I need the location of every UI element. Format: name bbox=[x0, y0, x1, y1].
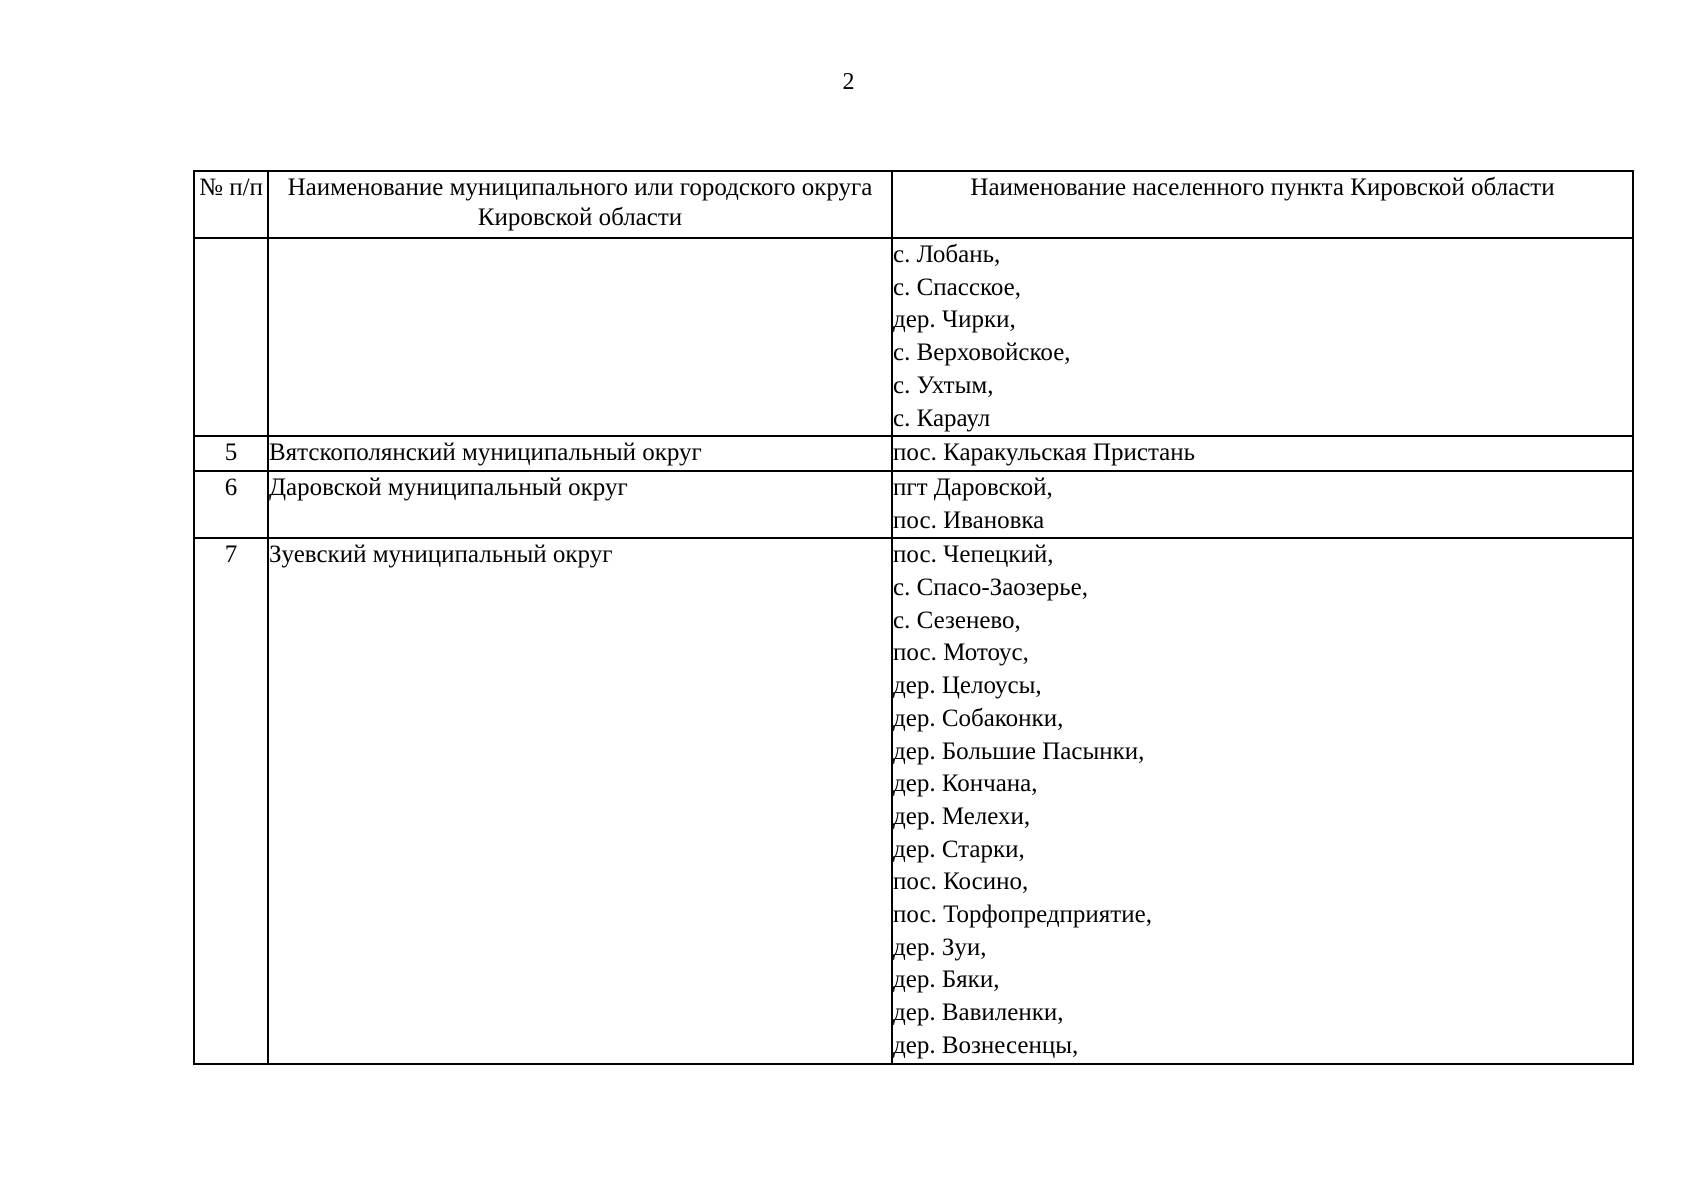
row-settlements bbox=[892, 436, 1633, 471]
settlement-item: дер. Кончана, bbox=[893, 770, 1038, 798]
row-settlements bbox=[892, 471, 1633, 538]
settlement-item: пгт Даровской, bbox=[893, 473, 1053, 501]
settlement-item: дер. Чирки, bbox=[893, 306, 1016, 334]
settlement-item: с. Спасское, bbox=[893, 273, 1021, 301]
row-district: Зуевский муниципальный округ bbox=[268, 538, 892, 1063]
settlement-item: дер. Зуи, bbox=[893, 933, 987, 961]
row-district: Вятскополянский муниципальный округ bbox=[268, 436, 892, 471]
settlement-item: дер. Мелехи, bbox=[893, 802, 1031, 830]
settlement-item: дер. Старки, bbox=[893, 835, 1025, 863]
settlement-item: с. Верховойское, bbox=[893, 339, 1071, 367]
table-row bbox=[194, 436, 1633, 471]
row-number: 7 bbox=[194, 538, 268, 1063]
table-row bbox=[194, 471, 1633, 538]
settlement-item: дер. Целоусы, bbox=[893, 672, 1042, 700]
settlements-table bbox=[193, 170, 1634, 1065]
settlement-item: дер. Собаконки, bbox=[893, 704, 1064, 732]
settlement-item: с. Спасо-Заозерье, bbox=[893, 574, 1089, 602]
settlement-item: с. Сезенево, bbox=[893, 606, 1021, 634]
table-header bbox=[194, 171, 1633, 238]
settlement-item: пос. Мотоус, bbox=[893, 639, 1029, 667]
table-body bbox=[194, 238, 1633, 1064]
settlement-item: пос. Торфопредприятие, bbox=[893, 901, 1152, 929]
settlement-item: пос. Косино, bbox=[893, 868, 1029, 896]
header-row bbox=[194, 171, 1633, 238]
settlement-item: с. Ухтым, bbox=[893, 371, 994, 399]
page-number: 2 bbox=[842, 69, 855, 95]
row-settlements bbox=[892, 238, 1633, 436]
row-settlements bbox=[892, 538, 1633, 1063]
settlement-item: пос. Чепецкий, bbox=[893, 541, 1054, 569]
row-district: Даровской муниципальный округ bbox=[268, 471, 892, 538]
settlement-item: дер. Бяки, bbox=[893, 966, 1000, 994]
header-settlement: Наименование населенного пункта Кировской области bbox=[892, 171, 1633, 238]
row-number bbox=[194, 238, 268, 436]
settlement-item: с. Караул bbox=[893, 404, 991, 432]
row-number: 5 bbox=[194, 436, 268, 471]
header-district: Наименование муниципального или городского округа Кировской области bbox=[268, 171, 892, 238]
settlement-item: дер. Большие Пасынки, bbox=[893, 737, 1145, 765]
settlement-item: пос. Ивановка bbox=[893, 506, 1045, 534]
settlement-item: дер. Вознесенцы, bbox=[893, 1031, 1079, 1059]
header-number: № п/п bbox=[194, 171, 268, 238]
row-number: 6 bbox=[194, 471, 268, 538]
table-row bbox=[194, 238, 1633, 436]
settlement-item: с. Лобань, bbox=[893, 241, 1001, 268]
row-district bbox=[268, 238, 892, 436]
table-row bbox=[194, 538, 1633, 1063]
settlement-item: пос. Каракульская Пристань bbox=[893, 439, 1196, 467]
settlement-item: дер. Вавиленки, bbox=[893, 999, 1064, 1027]
